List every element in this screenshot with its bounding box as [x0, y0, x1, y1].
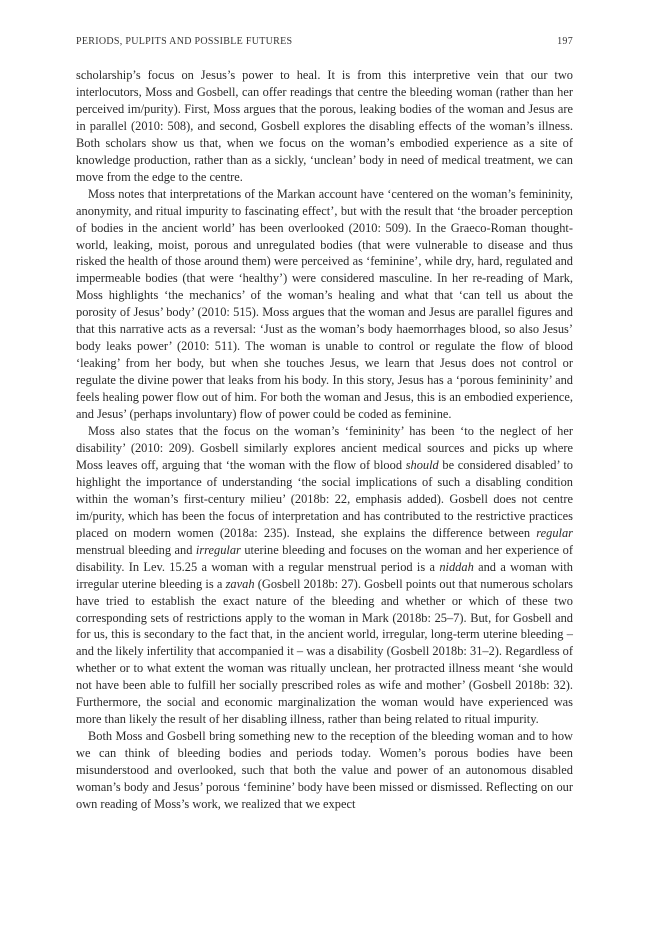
- book-page: [76, 36, 573, 813]
- text-run: Moss notes that interpretations of the Markan account have ‘centered on the woman’s femininity, anonymity, and ritual impurity to fascinating effect’, but with the result that ‘the broader perception of bodies in the ancient world’ has been overlooked (2010: 509). In the Graeco-Roman thought-world, leaking, moist, porous and unregulated bodies (that were vulnerable to disease and thus risked the health of those around them) were perceived as ‘feminine’, while dry, hard, regulated and impermeable bodies (that were ‘healthy’) were considered masculine. In her re-reading of Mark, Moss highlights ‘the mechanics’ of the woman’s healing and what that ‘can tell us about the porosity of Jesus’ body’ (2010: 515). Moss argues that the woman and Jesus are parallel figures and that this narrative acts as a reversal: ‘Just as the woman’s body haemorrhages blood, so also Jesus’ body leaks power’ (2010: 511). The woman is unable to control or regulate the flow of blood ‘leaking’ from her body, but when she touches Jesus, we learn that Jesus does not control or regulate the divine power that leaks from his body. In this story, Jesus has a ‘porous femininity’ and feels healing power flow out of him. For both the woman and Jesus, this is an embodied experience, and Jesus’ (perhaps involuntary) flow of power could be coded as feminine.: [76, 186, 573, 422]
- italic-term: should: [405, 457, 439, 472]
- italic-term: irregular: [195, 542, 241, 557]
- text-run: uterine bleeding and focuses on the woman and her experience of disability. In Lev. 15.25 a woman with a regular menstrual period is a: [76, 542, 573, 574]
- running-head-title: PERIODS, PULPITS AND POSSIBLE FUTURES: [76, 36, 293, 47]
- paragraph-3: [76, 423, 573, 728]
- text-run: and a woman with irregular uterine bleeding is a: [76, 559, 573, 591]
- text-run: (Gosbell 2018b: 27). Gosbell points out that numerous scholars have tried to establish the exact nature of the bleeding and whether or which of these two corresponding sets of restrictions apply to the woman in Mark (2018b: 25–7). But, for Gosbell and for us, this is secondary to the fact that, in the ancient world, irregular, long-term uterine bleeding – and the likely infertility that accompanied it – was a disability (Gosbell 2018b: 31–2). Regardless of whether or to what extent the woman was ritually unclean, her protracted illness meant ‘she would not have been able to fulfill her socially prescribed roles as wife and mother’ (Gosbell 2018b: 32). Furthermore, the social and economic marginalization the woman would have experienced was more than likely the result of her disabling illness, rather than being related to ritual impurity.: [76, 576, 573, 727]
- paragraph-1: [76, 67, 573, 186]
- italic-term: zavah: [225, 576, 255, 591]
- running-head: [76, 36, 573, 47]
- body-text: [76, 67, 573, 813]
- paragraph-4: [76, 728, 573, 813]
- paragraph-2: [76, 186, 573, 423]
- text-run: Moss also states that the focus on the woman’s ‘femininity’ has been ‘to the neglect of her disability’ (2010: 209). Gosbell similarly explores ancient medical sources and picks up where Moss leaves off, arguing that ‘the woman with the flow of blood: [76, 424, 573, 472]
- text-run: be considered disabled’ to highlight the importance of understanding ‘the social implications of such a disabling condition within the woman’s first-century milieu’ (2018b: 22, emphasis added). Gosbell does not centre im/purity, which has been the focus of interpretation and has contributed to the restrictive practices placed on modern women (2018a: 235). Instead, she explains the difference between: [76, 457, 573, 540]
- text-run: Both Moss and Gosbell bring something new to the reception of the bleeding woman and to how we can think of bleeding bodies and periods today. Women’s porous bodies have been misunderstood and overlooked, such that both the value and power of an autonomous disabled woman’s body and Jesus’ porous ‘feminine’ body have been missed or dismissed. Reflecting on our own reading of Moss’s work, we realized that we expect: [76, 729, 573, 811]
- italic-term: regular: [536, 525, 573, 540]
- italic-term: niddah: [439, 559, 474, 574]
- text-run: menstrual bleeding and: [76, 542, 196, 557]
- text-run: scholarship’s focus on Jesus’s power to heal. It is from this interpretive vein that our two interlocutors, Moss and Gosbell, can offer readings that centre the bleeding woman (rather than her perceived im/purity). First, Moss argues that the porous, leaking bodies of the woman and Jesus are in parallel (2010: 508), and second, Gosbell explores the disabling effects of the woman’s illness. Both scholars show us that, when we focus on the woman’s embodied experience as a site of knowledge production, rather than as a sickly, ‘unclean’ body in need of medical treatment, we can move from the edge to the centre.: [76, 68, 573, 184]
- page-number: 197: [557, 36, 573, 47]
